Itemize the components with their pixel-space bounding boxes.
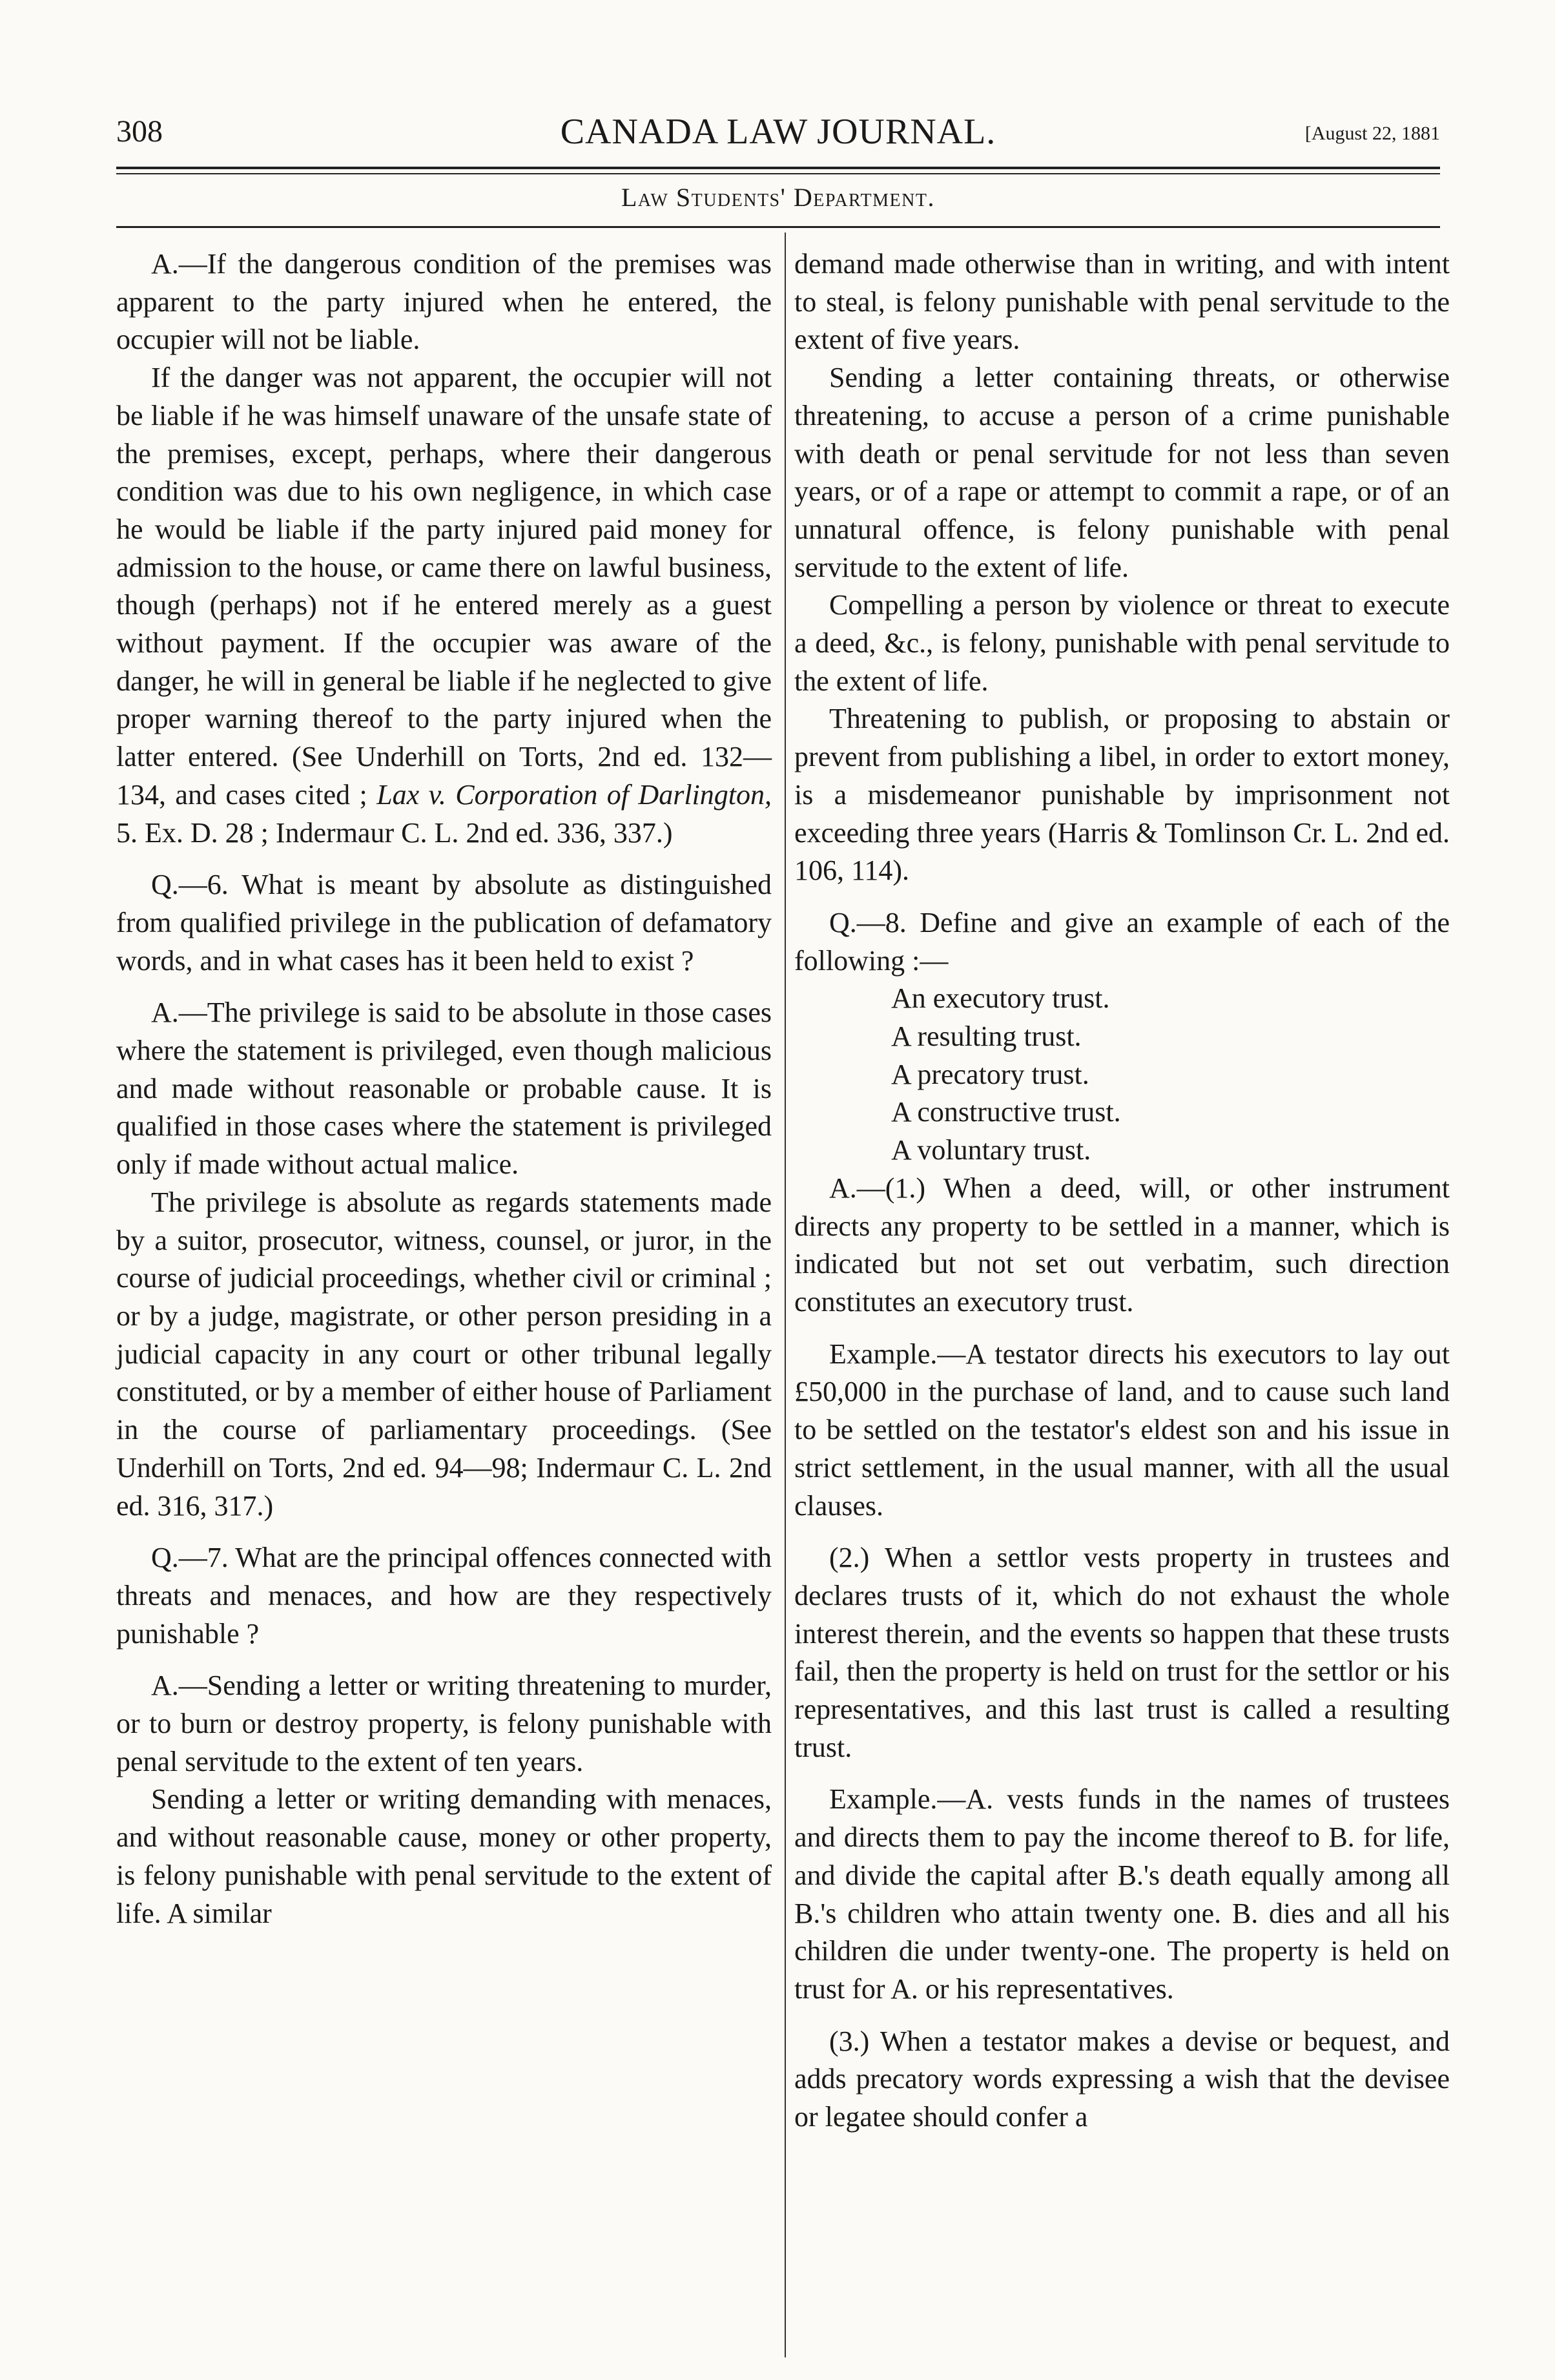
answer-6-paragraph-2: The privilege is absolute as regards statements made by a suitor, prosecutor, witness, counsel, or juror, in the course of judicial proceedings, whether civil or criminal ; or by a judge, magistrate, or other person presiding in a judicial capacity in any court or other tribunal legally constituted, or by a member of either house of Parliament in the course of parliamentary proceedings. (See Underhill on Torts, 2nd ed. 94—98; Indermaur C. L. 2nd ed. 316, 317.) bbox=[116, 1186, 772, 1522]
answer-7-continued: demand made otherwise than in writing, and with intent to steal, is felony punishable with penal servitude to the extent of five years. bbox=[794, 248, 1450, 356]
case-citation: Lax v. Corporation of Darlington, bbox=[376, 778, 772, 811]
example-2: Example.—A. vests funds in the names of trustees and directs them to pay the income thereof to B. for life, and divide the capital after B.'s death equally among all B.'s children who attain twenty one. B. dies and all his children die under twenty-one. The property is held on trust for A. or his representatives. bbox=[794, 1783, 1450, 2005]
answer-7-paragraph-5: Threatening to publish, or proposing to abstain or prevent from publishing a libel, in order to extort money, is a misdemeanor punishable by imprisonment not exceeding three years (Harris & Tomlinson Cr. L. 2nd ed. 106, 114). bbox=[794, 703, 1450, 887]
example-1: Example.—A testator directs his executors to lay out £50,000 in the purchase of land, and to cause such land to be settled on the testator's eldest son and his issue in strict settlement, in the usual manner, with all the usual clauses. bbox=[794, 1338, 1450, 1522]
column-divider bbox=[785, 233, 786, 2357]
right-column bbox=[794, 245, 1450, 2137]
running-header bbox=[116, 110, 1440, 161]
answer-7-paragraph-2: Sending a letter or writing demanding with menaces, and without reasonable cause, money or other property, is felony punishable with penal servitude to the extent of life. A similar bbox=[116, 1783, 772, 1929]
page-number: 308 bbox=[116, 114, 163, 149]
list-item: A voluntary trust. bbox=[891, 1134, 1091, 1166]
left-column bbox=[116, 245, 772, 1932]
answer-5-paragraph-2 bbox=[116, 359, 772, 852]
answer-5-text: If the danger was not apparent, the occupier will not be liable if he was himself unaware of the unsafe state of the premises, except, perhaps, where their dangerous condition was due to his own negligence, in which case he would be liable if the party injured paid money for admission to the house, or came there on lawful business, though (perhaps) not if he entered merely as a guest without payment. If the occupier was aware of the danger, he will in general be liable if he neglected to give proper warning thereof to the party injured when the latter entered. (See Underhill on Torts, 2nd ed. 132—134, and cases cited ; bbox=[116, 362, 772, 811]
journal-title: CANADA LAW JOURNAL. bbox=[560, 112, 996, 152]
answer-8-part-3: (3.) When a testator makes a devise or bequest, and adds precatory words expressing a wish that the devisee or legatee should confer a bbox=[794, 2025, 1450, 2133]
answer-7-paragraph-4: Compelling a person by violence or threat to execute a deed, &c., is felony, punishable with penal servitude to the extent of life. bbox=[794, 589, 1450, 697]
list-item: A precatory trust. bbox=[891, 1058, 1089, 1090]
list-item: A constructive trust. bbox=[891, 1096, 1121, 1128]
question-6: Q.—6. What is meant by absolute as distinguished from qualified privilege in the publication of defamatory words, and in what cases has it been held to exist ? bbox=[116, 869, 772, 977]
header-rule-thin bbox=[116, 173, 1440, 174]
answer-5-citation-end: 5. Ex. D. 28 ; Indermaur C. L. 2nd ed. 336, 337.) bbox=[116, 816, 673, 849]
answer-8-part-2: (2.) When a settlor vests property in trustees and declares trusts of it, which do not exhaust the whole interest therein, and the events so happen that these trusts fail, then the property is held on trust for the settlor or his representatives, and this last trust is called a resulting trust. bbox=[794, 1542, 1450, 1763]
answer-8-part-1: A.—(1.) When a deed, will, or other instrument directs any property to be settled in a manner, which is indicated but not set out verbatim, such direction constitutes an executory trust. bbox=[794, 1172, 1450, 1318]
question-8: Q.—8. Define and give an example of each of the following :— bbox=[794, 906, 1450, 977]
list-item: An executory trust. bbox=[891, 982, 1110, 1015]
answer-6-paragraph-1: A.—The privilege is said to be absolute in those cases where the statement is privileged, even though malicious and made without reasonable or probable cause. It is qualified in those cases where the statement is privileged only if made without actual malice. bbox=[116, 997, 772, 1181]
issue-date: [August 22, 1881 bbox=[1304, 123, 1440, 144]
answer-5-paragraph-1: A.—If the dangerous condition of the premises was apparent to the party injured when he entered, the occupier will not be liable. bbox=[116, 248, 772, 356]
answer-7-paragraph-3: Sending a letter containing threats, or otherwise threatening, to accuse a person of a crime punishable with death or penal servitude for not less than seven years, or of a rape or attempt to commit a rape, or of an unnatural offence, is felony punishable with penal servitude to the extent of life. bbox=[794, 362, 1450, 583]
question-7: Q.—7. What are the principal offences connected with threats and menaces, and how are they respectively punishable ? bbox=[116, 1542, 772, 1650]
trust-list bbox=[891, 980, 1450, 1170]
list-item: A resulting trust. bbox=[891, 1020, 1082, 1053]
department-heading: Law Students' Department. bbox=[621, 183, 935, 212]
answer-7-paragraph-1: A.—Sending a letter or writing threatening to murder, or to burn or destroy property, is felony punishable with penal servitude to the extent of ten years. bbox=[116, 1670, 772, 1777]
department-rule bbox=[116, 226, 1440, 228]
header-rule-thick bbox=[116, 167, 1440, 169]
